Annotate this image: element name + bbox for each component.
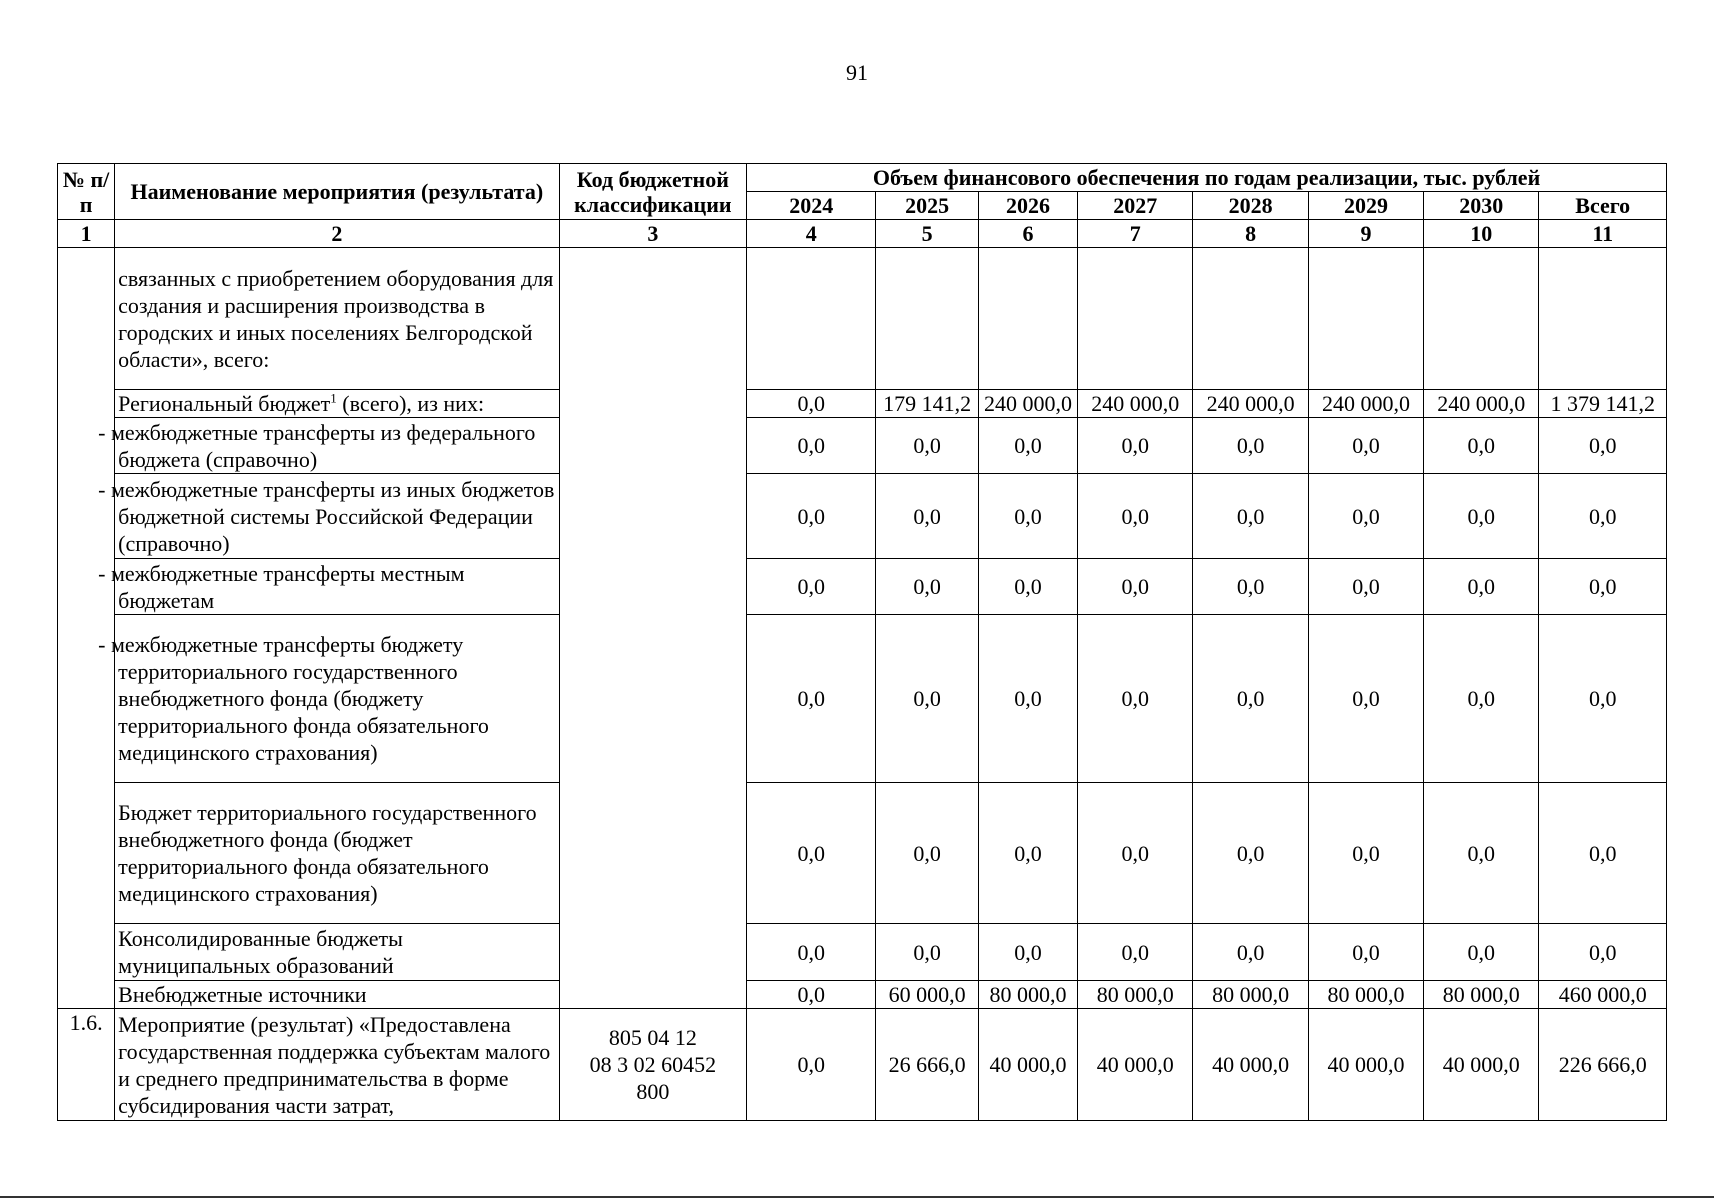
row-number-cell [58, 248, 115, 1009]
value-cell: 0,0 [1308, 924, 1423, 981]
value-cell [1308, 248, 1423, 390]
value-cell: 80 000,0 [1193, 981, 1308, 1009]
code-line: 805 04 12 [608, 1025, 697, 1050]
value-cell: 80 000,0 [1308, 981, 1423, 1009]
page-number: 91 [846, 60, 868, 85]
value-cell: 0,0 [978, 783, 1077, 924]
column-number: 1 [58, 220, 115, 248]
value-cell: 240 000,0 [978, 390, 1077, 418]
value-cell: 0,0 [1308, 418, 1423, 474]
column-number: 10 [1424, 220, 1539, 248]
row-name: - межбюджетные трансферты из федерального бюджета (справочно) [115, 418, 559, 474]
table-row [58, 615, 1667, 783]
value-cell: 0,0 [1308, 615, 1423, 783]
table-row [58, 474, 1667, 559]
value-cell [1539, 248, 1667, 390]
value-cell: 0,0 [1308, 783, 1423, 924]
table-row [58, 559, 1667, 615]
value-cell: 0,0 [1424, 783, 1539, 924]
value-cell: 0,0 [1424, 559, 1539, 615]
value-cell: 0,0 [1193, 474, 1308, 559]
row-name: - межбюджетные трансферты местным бюджетам [115, 559, 559, 615]
column-number: 4 [747, 220, 876, 248]
value-cell [1078, 248, 1193, 390]
row-number: 1.6. [58, 1009, 115, 1121]
value-cell: 0,0 [747, 474, 876, 559]
value-cell: 0,0 [876, 474, 978, 559]
value-cell: 0,0 [1539, 559, 1667, 615]
header-no: № п/п [58, 164, 115, 220]
value-cell: 0,0 [1193, 559, 1308, 615]
value-cell: 0,0 [1424, 418, 1539, 474]
header-year: 2024 [747, 192, 876, 220]
column-number: 5 [876, 220, 978, 248]
value-cell: 0,0 [1539, 924, 1667, 981]
value-cell: 0,0 [747, 615, 876, 783]
value-cell: 0,0 [1424, 474, 1539, 559]
value-cell: 240 000,0 [1424, 390, 1539, 418]
value-cell: 0,0 [1308, 559, 1423, 615]
row-code-cell [559, 248, 747, 1009]
value-cell: 0,0 [747, 390, 876, 418]
column-number: 3 [559, 220, 747, 248]
value-cell [978, 248, 1077, 390]
value-cell: 0,0 [1193, 615, 1308, 783]
footnote-mark: 1 [330, 390, 337, 406]
column-number: 2 [115, 220, 559, 248]
financing-table [57, 163, 1667, 1121]
value-cell: 0,0 [978, 559, 1077, 615]
value-cell: 0,0 [978, 418, 1077, 474]
header-year: 2025 [876, 192, 978, 220]
column-number: 6 [978, 220, 1077, 248]
value-cell: 460 000,0 [1539, 981, 1667, 1009]
value-cell: 40 000,0 [1078, 1009, 1193, 1121]
value-cell: 0,0 [1539, 474, 1667, 559]
row-name: Мероприятие (результат) «Предоставлена государственная поддержка субъектам малого и среднего предпринимательства в форме субсидирования части затрат, [115, 1009, 559, 1121]
scan-edge-line [0, 1196, 1714, 1198]
value-cell: 0,0 [978, 615, 1077, 783]
table-row [58, 783, 1667, 924]
code-line: 08 3 02 60452 [589, 1052, 717, 1077]
column-number: 7 [1078, 220, 1193, 248]
header-total: Всего [1539, 192, 1667, 220]
value-cell: 0,0 [876, 615, 978, 783]
value-cell: 1 379 141,2 [1539, 390, 1667, 418]
value-cell: 0,0 [1539, 615, 1667, 783]
header-year: 2027 [1078, 192, 1193, 220]
value-cell: 26 666,0 [876, 1009, 978, 1121]
header-year: 2029 [1308, 192, 1423, 220]
table-row [58, 390, 1667, 418]
value-cell [1193, 248, 1308, 390]
value-cell: 0,0 [1424, 615, 1539, 783]
value-cell: 40 000,0 [1424, 1009, 1539, 1121]
value-cell: 0,0 [1193, 783, 1308, 924]
value-cell: 0,0 [876, 924, 978, 981]
row-name-text: Региональный бюджет [118, 391, 331, 416]
value-cell: 240 000,0 [1078, 390, 1193, 418]
value-cell: 240 000,0 [1193, 390, 1308, 418]
value-cell: 80 000,0 [978, 981, 1077, 1009]
value-cell: 40 000,0 [1193, 1009, 1308, 1121]
header-year: 2026 [978, 192, 1077, 220]
value-cell: 0,0 [1193, 924, 1308, 981]
value-cell: 40 000,0 [1308, 1009, 1423, 1121]
row-name: Консолидированные бюджеты муниципальных образований [115, 924, 559, 981]
row-name: - межбюджетные трансферты из иных бюджетов бюджетной системы Российской Федерации (справочно) [115, 474, 559, 559]
value-cell: 0,0 [978, 474, 1077, 559]
value-cell: 0,0 [1078, 559, 1193, 615]
header-volume: Объем финансового обеспечения по годам реализации, тыс. рублей [747, 164, 1667, 192]
column-number: 8 [1193, 220, 1308, 248]
value-cell: 0,0 [747, 981, 876, 1009]
row-name: связанных с приобретением оборудования для создания и расширения производства в городских и иных поселениях Белгородской области», всего: [115, 248, 559, 390]
value-cell: 0,0 [1539, 783, 1667, 924]
value-cell: 0,0 [747, 559, 876, 615]
value-cell: 240 000,0 [1308, 390, 1423, 418]
value-cell: 0,0 [1078, 474, 1193, 559]
row-name: Внебюджетные источники [115, 981, 559, 1009]
table-row [58, 924, 1667, 981]
value-cell: 226 666,0 [1539, 1009, 1667, 1121]
row-name: - межбюджетные трансферты бюджету территориального государственного внебюджетного фонда (бюджету территориального фонда обязательного медицинского страхования) [115, 615, 559, 783]
value-cell [747, 248, 876, 390]
value-cell: 40 000,0 [978, 1009, 1077, 1121]
value-cell: 0,0 [1424, 924, 1539, 981]
value-cell [876, 248, 978, 390]
row-name-suffix: (всего), из них: [336, 391, 485, 416]
header-code: Код бюджетной классификации [559, 164, 747, 220]
value-cell: 0,0 [1078, 783, 1193, 924]
value-cell [1424, 248, 1539, 390]
value-cell: 0,0 [876, 783, 978, 924]
table-row [58, 248, 1667, 390]
row-name: Бюджет территориального государственного внебюджетного фонда (бюджет территориального фонда обязательного медицинского страхования) [115, 783, 559, 924]
value-cell: 80 000,0 [1424, 981, 1539, 1009]
value-cell: 0,0 [876, 418, 978, 474]
table-row [58, 418, 1667, 474]
value-cell: 0,0 [747, 418, 876, 474]
row-name [115, 390, 559, 418]
value-cell: 0,0 [1308, 474, 1423, 559]
header-year: 2030 [1424, 192, 1539, 220]
value-cell: 0,0 [1078, 615, 1193, 783]
value-cell: 0,0 [1193, 418, 1308, 474]
value-cell: 0,0 [876, 559, 978, 615]
code-line: 800 [636, 1079, 670, 1104]
table-row [58, 981, 1667, 1009]
row-code [559, 1009, 747, 1121]
header-name: Наименование мероприятия (результата) [115, 164, 559, 220]
value-cell: 60 000,0 [876, 981, 978, 1009]
value-cell: 0,0 [1078, 924, 1193, 981]
value-cell: 0,0 [747, 1009, 876, 1121]
value-cell: 0,0 [1078, 418, 1193, 474]
value-cell: 80 000,0 [1078, 981, 1193, 1009]
value-cell: 0,0 [747, 924, 876, 981]
value-cell: 0,0 [747, 783, 876, 924]
column-number: 9 [1308, 220, 1423, 248]
value-cell: 0,0 [1539, 418, 1667, 474]
column-number: 11 [1539, 220, 1667, 248]
value-cell: 0,0 [978, 924, 1077, 981]
table-row [58, 1009, 1667, 1121]
value-cell: 179 141,2 [876, 390, 978, 418]
header-year: 2028 [1193, 192, 1308, 220]
